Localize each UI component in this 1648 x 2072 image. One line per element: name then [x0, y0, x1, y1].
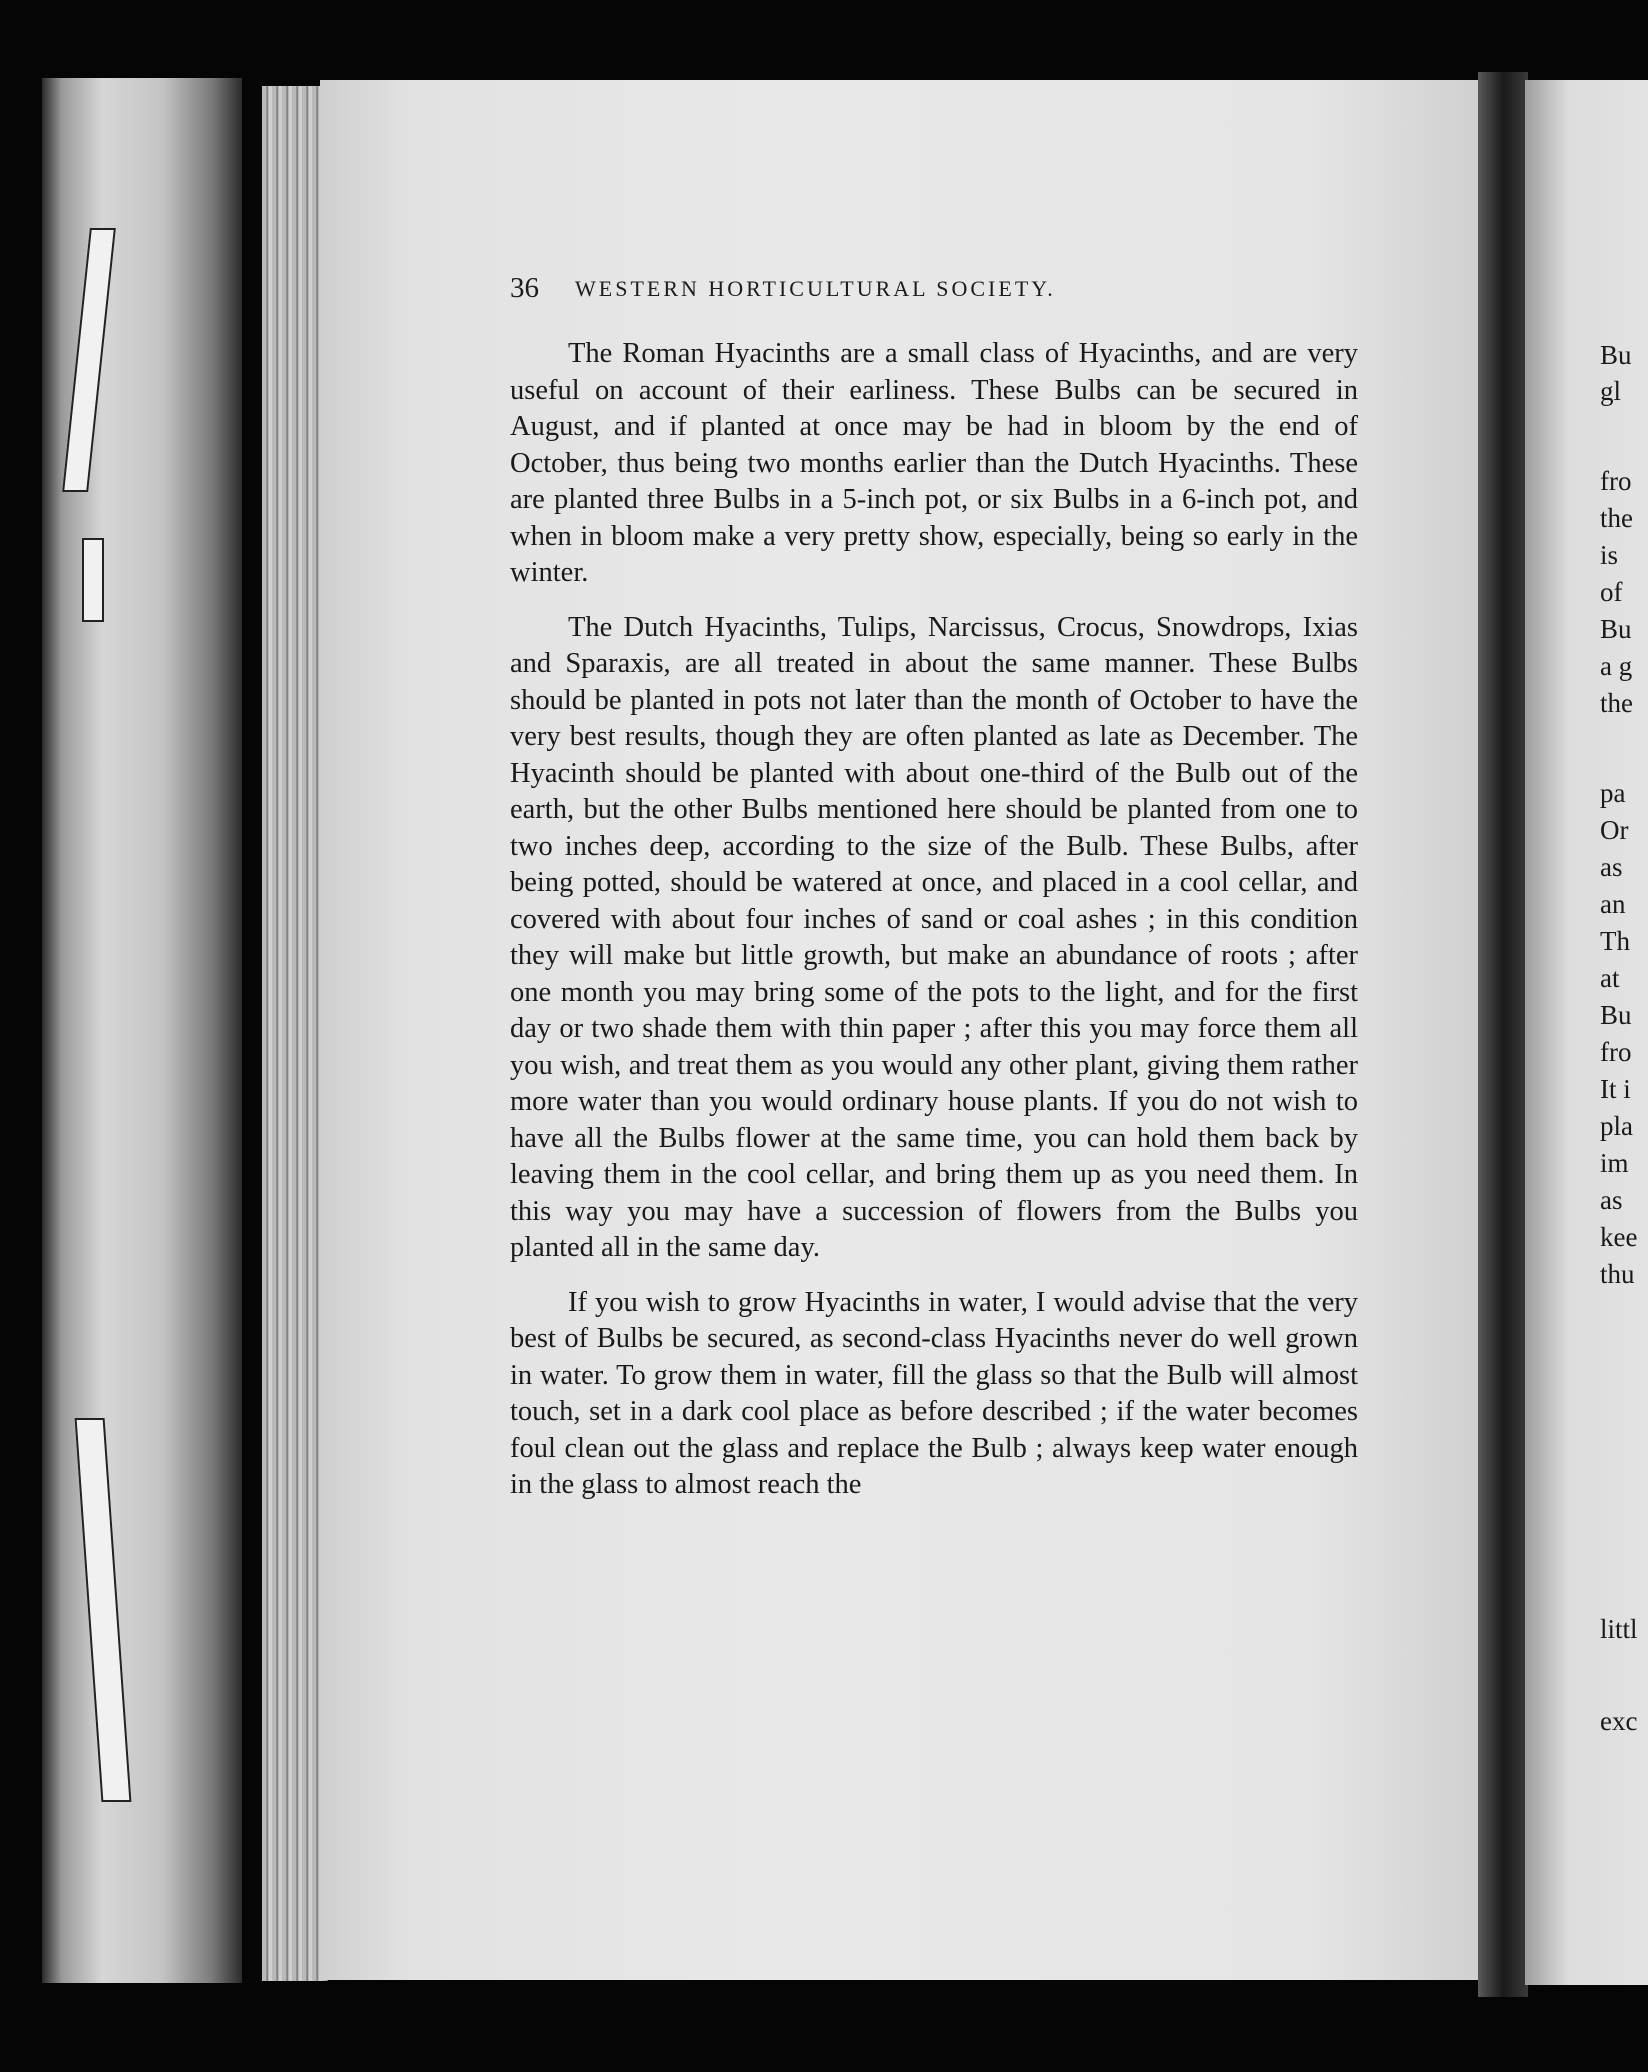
stacked-page-edges [262, 86, 328, 1981]
facing-text-fragment: a g [1600, 651, 1633, 681]
page-number: 36 [510, 272, 539, 304]
facing-text-fragment: gl [1600, 376, 1622, 406]
facing-text-fragment: fro [1600, 1037, 1632, 1067]
facing-text-fragment: Bu [1600, 340, 1632, 370]
facing-text-fragment: as [1600, 1185, 1623, 1215]
facing-text-fragment: is [1600, 540, 1619, 570]
paragraph-dutch-hyacinths: The Dutch Hyacinths, Tulips, Narcissus, Crocus, Snowdrops, Ixias and Sparaxis, are all treated in about the same manner. These Bulbs should be planted in pots not later than the month of October to have the very best results, though they are often planted as late as December. The Hyacinth should be planted with about one-third of the Bulb out of the earth, but the other Bulbs mentioned here should be planted from one to two inches deep, according to the size of the Bulb. These Bulbs, after being potted, should be watered at once, and placed in a cool cellar, and covered with about four inches of sand or coal ashes ; in this condition they will make but little growth, but make an abundance of roots ; after one month you may bring some of the pots to the light, and for the first day or two shade them with thin paper ; after this you may force them all you wish, and treat them as you would any other plant, giving them rather more water than you would ordinary house plants. If you do not wish to have all the Bulbs flower at the same time, you can hold them back by leaving them in the cool cellar, and bring them up as you need them. In this way you may have a succession of flowers from the Bulbs you planted all in the same day. [510, 611, 1358, 1263]
paragraph-roman-hyacinths: The Roman Hyacinths are a small class of Hyacinths, and are very useful on account of their earliness. These Bulbs can be secured in August, and if planted at once may be had in bloom by the end of October, thus being two months earlier than the Dutch Hyacinths. These are planted three Bulbs in a 5-inch pot, or six Bulbs in a 6-inch pot, and when in bloom make a very pretty show, especially, being so early in the winter. [510, 338, 1358, 588]
facing-text-fragment: Bu [1600, 614, 1632, 644]
facing-text-fragment: Bu [1600, 1000, 1632, 1030]
facing-text-fragment: the [1600, 688, 1633, 718]
facing-text-fragment: pa [1600, 778, 1626, 808]
facing-text-fragment: exc [1600, 1706, 1638, 1736]
left-book-cover-edge [42, 78, 242, 1983]
facing-text-fragment: pla [1600, 1111, 1633, 1141]
facing-text-fragment: Or [1600, 815, 1629, 845]
page-header [510, 272, 1360, 312]
facing-text-fragment: kee [1600, 1222, 1638, 1252]
torn-paper-strip [62, 228, 116, 492]
facing-text-fragment: fro [1600, 466, 1632, 496]
facing-text-fragment: Th [1600, 926, 1630, 956]
facing-text-fragment: thu [1600, 1259, 1635, 1289]
facing-text-fragment: the [1600, 503, 1633, 533]
torn-paper-strip [82, 538, 104, 622]
facing-text-fragment: It i [1600, 1074, 1631, 1104]
body-text [510, 336, 1358, 1522]
paragraph-hyacinths-in-water: If you wish to grow Hyacinths in water, I would advise that the very best of Bulbs be secured, as second-class Hyacinths never do well grown in water. To grow them in water, fill the glass so that the Bulb will almost touch, set in a dark cool place as before described ; if the water becomes foul clean out the glass and replace the Bulb ; always keep water enough in the glass to almost reach the [510, 1286, 1358, 1500]
facing-text-fragment: as [1600, 852, 1623, 882]
facing-text-fragment: im [1600, 1148, 1629, 1178]
running-head: WESTERN HORTICULTURAL SOCIETY. [575, 276, 1056, 301]
facing-text-fragment: littl [1600, 1614, 1638, 1644]
facing-text-fragment: an [1600, 889, 1626, 919]
facing-text-fragment: of [1600, 577, 1623, 607]
facing-text-fragment: at [1600, 963, 1620, 993]
book-gutter [1478, 72, 1528, 1997]
torn-paper-strip [75, 1418, 132, 1802]
